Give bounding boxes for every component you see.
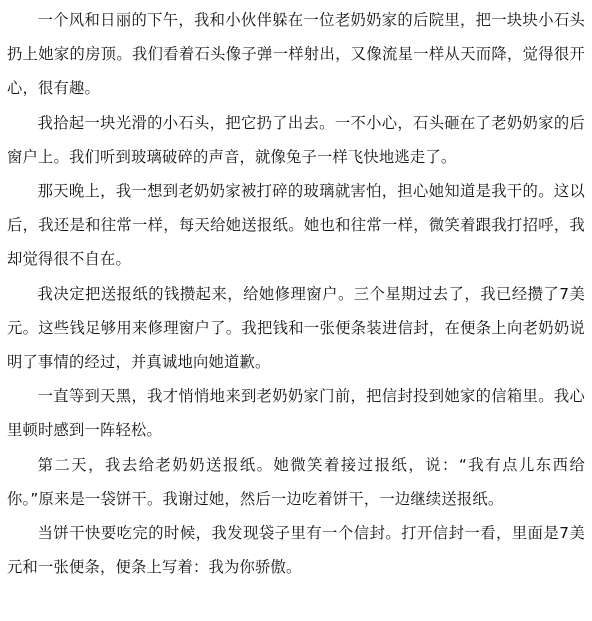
paragraph-4: 我决定把送报纸的钱攒起来，给她修理窗户。三个星期过去了，我已经攒了7美元。这些钱足够用来修理窗户了。我把钱和一张便条装进信封，在便条上向老奶奶说明了事情的经过，并真诚地向她道歉。: [7, 284, 585, 372]
paragraph-6: 第二天，我去给老奶奶送报纸。她微笑着接过报纸，说：“我有点儿东西给你。”原来是一袋饼干。我谢过她，然后一边吃着饼干，一边继续送报纸。: [7, 455, 585, 508]
paragraph-2: 我拾起一块光滑的小石头，把它扔了出去。一不小心，石头砸在了老奶奶家的后窗户上。我们听到玻璃破碎的声音，就像兔子一样飞快地逃走了。: [7, 113, 585, 166]
story-document: [7, 3, 585, 584]
paragraph-7: 当饼干快要吃完的时候，我发现袋子里有一个信封。打开信封一看，里面是7美元和一张便条，便条上写着：我为你骄傲。: [7, 524, 585, 577]
paragraph-5: 一直等到天黑，我才悄悄地来到老奶奶家门前，把信封投到她家的信箱里。我心里顿时感到一阵轻松。: [7, 387, 585, 440]
paragraph-3: 那天晚上，我一想到老奶奶家被打碎的玻璃就害怕，担心她知道是我干的。这以后，我还是和往常一样，每天给她送报纸。她也和往常一样，微笑着跟我打招呼，我却觉得很不自在。: [7, 182, 585, 269]
paragraph-1: 一个风和日丽的下午，我和小伙伴躲在一位老奶奶家的后院里，把一块块小石头扔上她家的房顶。我们看着石头像子弹一样射出，又像流星一样从天而降，觉得很开心，很有趣。: [7, 11, 585, 98]
